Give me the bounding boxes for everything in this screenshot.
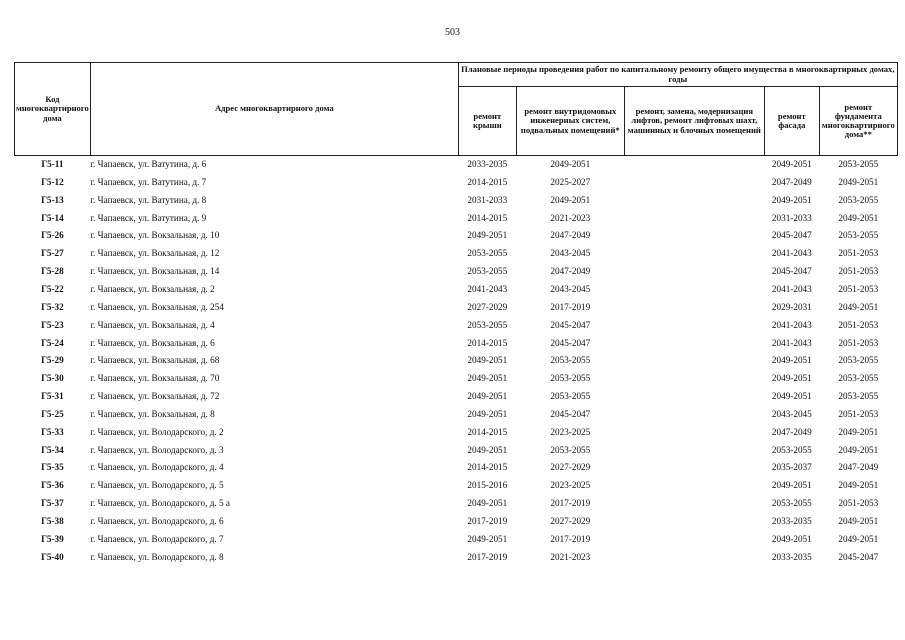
facade-period: 2041-2043 [771,319,812,330]
table-row [15,477,898,495]
house-code: Г5-23 [41,319,64,330]
house-code: Г5-11 [15,156,91,174]
house-address: г. Чапаевск, ул. Володарского, д. 7 [90,533,224,544]
house-address: г. Чапаевск, ул. Вокзальная, д. 6 [90,337,215,348]
foundation-period: 2047-2049 [838,462,879,473]
table-row [15,388,898,406]
facade-period: 2049-2051 [771,533,812,544]
elevators-period [624,174,764,192]
facade-period: 2049-2051 [771,391,812,402]
elevators-period [624,531,764,549]
table-row [15,299,898,317]
facade-period: 2053-2055 [771,498,812,509]
header-facade: ремонт фасада [764,87,819,156]
roof-period: 2049-2051 [467,408,508,419]
engineering-period: 2053-2055 [550,373,591,384]
facade-period: 2049-2051 [771,355,812,366]
table-row [15,406,898,424]
facade-period: 2049-2051 [764,156,819,174]
page-number: 503 [445,27,460,38]
engineering-period: 2045-2047 [550,319,591,330]
house-code: Г5-24 [41,337,64,348]
engineering-period: 2021-2023 [550,212,591,223]
house-code: Г5-26 [41,230,64,241]
house-code: Г5-12 [41,176,64,187]
facade-period: 2043-2045 [771,408,812,419]
house-code: Г5-39 [41,533,64,544]
house-code: Г5-32 [41,301,64,312]
roof-period: 2014-2015 [467,176,508,187]
house-code: Г5-22 [41,284,64,294]
engineering-period: 2053-2055 [550,355,591,366]
house-code: Г5-37 [41,498,64,509]
facade-period: 2053-2055 [771,444,812,455]
elevators-period [624,317,764,335]
header-elevators: ремонт, замена, модернизация лифтов, ремонт лифтовых шахт, машинных и блочных помещений [624,87,764,156]
header-foundation: ремонт фундамента многоквартирного дома** [819,87,897,156]
house-code: Г5-25 [41,408,64,419]
facade-period: 2035-2037 [771,462,812,473]
foundation-period: 2053-2055 [838,194,879,205]
engineering-period: 2027-2029 [550,515,591,526]
foundation-period: 2051-2053 [838,337,879,348]
roof-period: 2049-2051 [467,444,508,455]
engineering-period: 2017-2019 [550,301,591,312]
foundation-period: 2049-2051 [838,426,879,437]
engineering-period: 2049-2051 [516,156,624,174]
house-address: г. Чапаевск, ул. Вокзальная, д. 68 [90,355,220,366]
engineering-period: 2049-2051 [550,194,591,205]
house-code: Г5-14 [41,212,64,223]
elevators-period [624,227,764,245]
roof-period: 2053-2055 [467,266,508,277]
table-row [15,334,898,352]
foundation-period: 2053-2055 [838,391,879,402]
house-address: г. Чапаевск, ул. Володарского, д. 5 [90,480,224,491]
roof-period: 2033-2035 [458,156,516,174]
house-address: г. Чапаевск, ул. Вокзальная, д. 14 [90,266,220,277]
header-roof: ремонт крыши [458,87,516,156]
elevators-period [624,442,764,460]
engineering-period: 2045-2047 [550,337,591,348]
foundation-period: 2051-2053 [838,248,879,259]
foundation-period: 2049-2051 [838,533,879,544]
table-row [15,513,898,531]
house-code: Г5-38 [41,515,64,526]
roof-period: 2014-2015 [467,212,508,223]
roof-period: 2014-2015 [467,462,508,473]
foundation-period: 2053-2055 [838,355,879,366]
facade-period: 2041-2043 [771,284,812,294]
engineering-period: 2047-2049 [550,230,591,241]
house-code: Г5-13 [41,194,64,205]
table-row [15,210,898,228]
elevators-period [624,334,764,352]
roof-period: 2053-2055 [467,319,508,330]
foundation-period: 2049-2051 [838,301,879,312]
roof-period: 2049-2051 [467,230,508,241]
table-row [15,174,898,192]
elevators-period [624,406,764,424]
facade-period: 2045-2047 [771,230,812,241]
facade-period: 2049-2051 [771,480,812,491]
table-row [15,531,898,549]
table-row [15,245,898,263]
roof-period: 2049-2051 [467,373,508,384]
house-address: г. Чапаевск, ул. Володарского, д. 4 [90,462,224,473]
roof-period: 2017-2019 [467,551,508,562]
table-row [15,370,898,388]
foundation-period: 2051-2053 [838,408,879,419]
table-row [15,156,898,174]
roof-period: 2014-2015 [467,337,508,348]
elevators-period [624,424,764,442]
foundation-period: 2049-2051 [838,444,879,455]
foundation-period: 2049-2051 [838,480,879,491]
foundation-period: 2049-2051 [838,515,879,526]
foundation-period: 2051-2053 [838,284,879,294]
engineering-period: 2045-2047 [550,408,591,419]
house-address: г. Чапаевск, ул. Володарского, д. 6 [90,515,224,526]
table-row [15,227,898,245]
house-address: г. Чапаевск, ул. Володарского, д. 8 [90,551,224,562]
elevators-period [624,210,764,228]
roof-period: 2049-2051 [467,355,508,366]
table-row [15,442,898,460]
elevators-period [624,370,764,388]
house-code: Г5-33 [41,426,64,437]
elevators-period [624,192,764,210]
table-body [15,156,898,567]
foundation-period: 2053-2055 [838,230,879,241]
house-address: г. Чапаевск, ул. Володарского, д. 2 [90,426,224,437]
foundation-period: 2053-2055 [838,373,879,384]
engineering-period: 2053-2055 [550,444,591,455]
table-row [15,459,898,477]
roof-period: 2049-2051 [467,533,508,544]
table-row [15,352,898,370]
engineering-period: 2023-2025 [550,426,591,437]
facade-period: 2045-2047 [771,266,812,277]
table-row [15,424,898,442]
house-address: г. Чапаевск, ул. Ватутина, д. 8 [90,194,207,205]
facade-period: 2047-2049 [771,426,812,437]
facade-period: 2041-2043 [771,337,812,348]
table-row [15,192,898,210]
engineering-period: 2053-2055 [550,391,591,402]
foundation-period: 2051-2053 [838,319,879,330]
house-code: Г5-34 [41,444,64,455]
facade-period: 2049-2051 [771,373,812,384]
engineering-period: 2021-2023 [550,551,591,562]
facade-period: 2049-2051 [771,194,812,205]
engineering-period: 2043-2045 [550,284,591,294]
roof-period: 2015-2016 [467,480,508,491]
elevators-period [624,477,764,495]
elevators-period [624,263,764,281]
table-row [15,317,898,335]
table-row [15,281,898,299]
facade-period: 2029-2031 [771,301,812,312]
engineering-period: 2047-2049 [550,266,591,277]
foundation-period: 2053-2055 [819,156,897,174]
facade-period: 2047-2049 [771,176,812,187]
engineering-period: 2017-2019 [550,498,591,509]
house-address: г. Чапаевск, ул. Вокзальная, д. 4 [90,319,215,330]
elevators-period [624,513,764,531]
elevators-period [624,388,764,406]
house-address: г. Чапаевск, ул. Вокзальная, д. 72 [90,391,220,402]
elevators-period [624,156,764,174]
foundation-period: 2045-2047 [838,551,879,562]
elevators-period [624,352,764,370]
elevators-period [624,495,764,513]
roof-period: 2041-2043 [467,284,508,294]
house-address: г. Чапаевск, ул. Вокзальная, д. 8 [90,408,215,419]
engineering-period: 2025-2027 [550,176,591,187]
house-code: Г5-36 [41,480,64,491]
house-address: г. Чапаевск, ул. Ватутина, д. 9 [90,212,207,223]
header-code: Код многоквартирного дома [15,63,91,156]
engineering-period: 2023-2025 [550,480,591,491]
house-address: г. Чапаевск, ул. Вокзальная, д. 2 [90,284,215,294]
roof-period: 2049-2051 [467,498,508,509]
roof-period: 2027-2029 [467,301,508,312]
elevators-period [624,459,764,477]
roof-period: 2014-2015 [467,426,508,437]
house-address: г. Чапаевск, ул. Вокзальная, д. 254 [90,301,224,312]
house-code: Г5-35 [41,462,64,473]
house-code: Г5-28 [41,266,64,277]
header-address: Адрес многоквартирного дома [90,63,458,156]
house-address: г. Чапаевск, ул. Вокзальная, д. 10 [90,230,220,241]
house-address: г. Чапаевск, ул. Вокзальная, д. 70 [90,373,220,384]
engineering-period: 2043-2045 [550,248,591,259]
house-address: г. Чапаевск, ул. Ватутина, д. 7 [90,176,207,187]
header-engineering: ремонт внутридомовых инженерных систем, подвальных помещений* [516,87,624,156]
engineering-period: 2017-2019 [550,533,591,544]
house-code: Г5-30 [41,373,64,384]
roof-period: 2017-2019 [467,515,508,526]
house-code: Г5-27 [41,248,64,259]
table-row [15,495,898,513]
facade-period: 2041-2043 [771,248,812,259]
roof-period: 2049-2051 [467,391,508,402]
house-address: г. Чапаевск, ул. Вокзальная, д. 12 [90,248,220,259]
foundation-period: 2051-2053 [838,266,879,277]
house-code: Г5-29 [41,355,64,366]
roof-period: 2053-2055 [467,248,508,259]
table-row [15,263,898,281]
house-address: г. Чапаевск, ул. Володарского, д. 5 а [90,498,230,509]
foundation-period: 2049-2051 [838,176,879,187]
foundation-period: 2049-2051 [838,212,879,223]
house-address: г. Чапаевск, ул. Володарского, д. 3 [90,444,224,455]
foundation-period: 2051-2053 [838,498,879,509]
elevators-period [624,245,764,263]
roof-period: 2031-2033 [467,194,508,205]
header-periods: Плановые периоды проведения работ по капитальному ремонту общего имущества в многоквартирных домах, годы [458,63,897,87]
capital-repair-plan-table [14,62,898,566]
house-code: Г5-40 [41,551,64,562]
facade-period: 2031-2033 [771,212,812,223]
elevators-period [624,281,764,299]
house-code: Г5-31 [41,391,64,402]
elevators-period [624,299,764,317]
table-row [15,549,898,567]
elevators-period [624,549,764,567]
facade-period: 2033-2035 [771,551,812,562]
house-address: г. Чапаевск, ул. Ватутина, д. 6 [90,156,458,174]
engineering-period: 2027-2029 [550,462,591,473]
facade-period: 2033-2035 [771,515,812,526]
